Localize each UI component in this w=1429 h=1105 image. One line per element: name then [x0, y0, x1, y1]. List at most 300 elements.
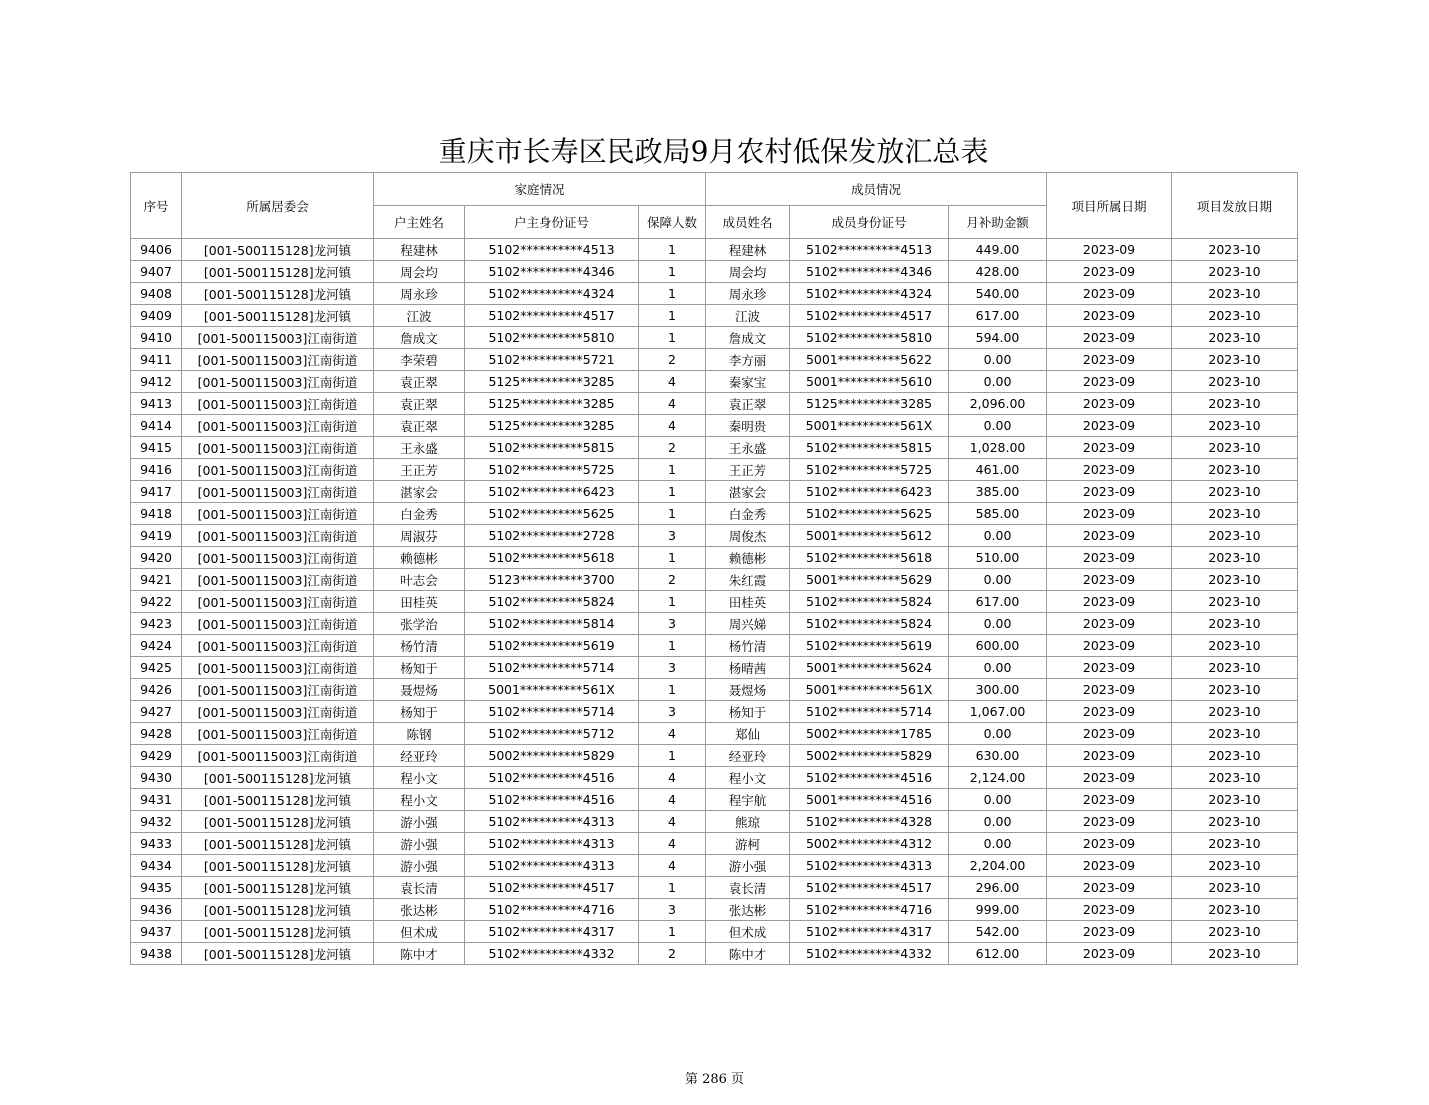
table-row	[131, 657, 1298, 679]
cell-project-date: 2023-09	[1047, 547, 1172, 569]
cell-member-id: 5001**********561X	[790, 679, 949, 701]
cell-project-date: 2023-09	[1047, 701, 1172, 723]
cell-amount: 594.00	[949, 327, 1047, 349]
cell-committee: [001-500115003]江南街道	[182, 393, 374, 415]
cell-committee: [001-500115003]江南街道	[182, 613, 374, 635]
cell-count: 2	[639, 349, 706, 371]
cell-member-id: 5102**********4324	[790, 283, 949, 305]
cell-committee: [001-500115003]江南街道	[182, 679, 374, 701]
cell-head-name: 杨竹清	[374, 635, 465, 657]
cell-committee: [001-500115128]龙河镇	[182, 877, 374, 899]
table-row	[131, 261, 1298, 283]
cell-amount: 617.00	[949, 591, 1047, 613]
cell-issue-date: 2023-10	[1172, 723, 1298, 745]
cell-issue-date: 2023-10	[1172, 569, 1298, 591]
cell-member-id: 5125**********3285	[790, 393, 949, 415]
page-number: 286	[702, 1072, 727, 1087]
cell-head-name: 程建林	[374, 239, 465, 261]
cell-count: 2	[639, 943, 706, 965]
cell-head-id: 5102**********5824	[465, 591, 639, 613]
cell-issue-date: 2023-10	[1172, 833, 1298, 855]
cell-head-name: 陈中才	[374, 943, 465, 965]
cell-project-date: 2023-09	[1047, 239, 1172, 261]
cell-committee: [001-500115003]江南街道	[182, 701, 374, 723]
cell-amount: 630.00	[949, 745, 1047, 767]
cell-project-date: 2023-09	[1047, 437, 1172, 459]
cell-head-id: 5125**********3285	[465, 393, 639, 415]
cell-member-name: 聂煜炀	[706, 679, 790, 701]
cell-committee: [001-500115003]江南街道	[182, 481, 374, 503]
cell-member-name: 田桂英	[706, 591, 790, 613]
cell-head-id: 5125**********3285	[465, 371, 639, 393]
cell-count: 3	[639, 525, 706, 547]
cell-head-name: 张学治	[374, 613, 465, 635]
header-amount: 月补助金额	[949, 206, 1047, 239]
cell-count: 4	[639, 833, 706, 855]
cell-head-name: 王正芳	[374, 459, 465, 481]
cell-issue-date: 2023-10	[1172, 877, 1298, 899]
table-row	[131, 547, 1298, 569]
cell-count: 1	[639, 503, 706, 525]
cell-amount: 0.00	[949, 811, 1047, 833]
cell-member-name: 陈中才	[706, 943, 790, 965]
cell-committee: [001-500115128]龙河镇	[182, 811, 374, 833]
cell-project-date: 2023-09	[1047, 327, 1172, 349]
cell-amount: 461.00	[949, 459, 1047, 481]
header-issue-date: 项目发放日期	[1172, 173, 1298, 239]
cell-committee: [001-500115003]江南街道	[182, 327, 374, 349]
cell-head-name: 赖德彬	[374, 547, 465, 569]
cell-issue-date: 2023-10	[1172, 261, 1298, 283]
table-row	[131, 415, 1298, 437]
cell-member-id: 5001**********5624	[790, 657, 949, 679]
table-row	[131, 833, 1298, 855]
cell-head-name: 程小文	[374, 789, 465, 811]
cell-amount: 449.00	[949, 239, 1047, 261]
cell-count: 1	[639, 877, 706, 899]
cell-project-date: 2023-09	[1047, 855, 1172, 877]
cell-head-id: 5102**********5714	[465, 701, 639, 723]
cell-amount: 600.00	[949, 635, 1047, 657]
cell-amount: 540.00	[949, 283, 1047, 305]
table-row	[131, 393, 1298, 415]
table-row	[131, 305, 1298, 327]
cell-issue-date: 2023-10	[1172, 613, 1298, 635]
cell-issue-date: 2023-10	[1172, 437, 1298, 459]
cell-head-name: 袁正翠	[374, 393, 465, 415]
cell-head-name: 游小强	[374, 855, 465, 877]
header-count: 保障人数	[639, 206, 706, 239]
cell-head-id: 5102**********4313	[465, 811, 639, 833]
cell-member-id: 5001**********5610	[790, 371, 949, 393]
cell-count: 1	[639, 305, 706, 327]
cell-issue-date: 2023-10	[1172, 525, 1298, 547]
table-row	[131, 701, 1298, 723]
cell-seq: 9410	[131, 327, 182, 349]
cell-member-name: 游柯	[706, 833, 790, 855]
cell-count: 1	[639, 591, 706, 613]
cell-member-id: 5102**********4317	[790, 921, 949, 943]
cell-head-id: 5102**********5712	[465, 723, 639, 745]
cell-seq: 9437	[131, 921, 182, 943]
cell-issue-date: 2023-10	[1172, 921, 1298, 943]
cell-head-name: 但术成	[374, 921, 465, 943]
cell-seq: 9426	[131, 679, 182, 701]
cell-issue-date: 2023-10	[1172, 415, 1298, 437]
cell-issue-date: 2023-10	[1172, 855, 1298, 877]
page-footer	[0, 1068, 1429, 1087]
cell-seq: 9434	[131, 855, 182, 877]
cell-count: 1	[639, 283, 706, 305]
header-head-name: 户主姓名	[374, 206, 465, 239]
cell-project-date: 2023-09	[1047, 635, 1172, 657]
cell-seq: 9429	[131, 745, 182, 767]
cell-seq: 9416	[131, 459, 182, 481]
cell-committee: [001-500115128]龙河镇	[182, 921, 374, 943]
cell-project-date: 2023-09	[1047, 503, 1172, 525]
cell-project-date: 2023-09	[1047, 349, 1172, 371]
cell-count: 4	[639, 723, 706, 745]
table-row	[131, 239, 1298, 261]
cell-member-id: 5102**********5824	[790, 613, 949, 635]
cell-project-date: 2023-09	[1047, 921, 1172, 943]
cell-issue-date: 2023-10	[1172, 899, 1298, 921]
cell-member-name: 白金秀	[706, 503, 790, 525]
table-row	[131, 349, 1298, 371]
cell-count: 1	[639, 547, 706, 569]
cell-member-name: 江波	[706, 305, 790, 327]
table-row	[131, 789, 1298, 811]
cell-head-id: 5125**********3285	[465, 415, 639, 437]
cell-issue-date: 2023-10	[1172, 393, 1298, 415]
cell-member-name: 杨知于	[706, 701, 790, 723]
cell-head-id: 5102**********5725	[465, 459, 639, 481]
table-row	[131, 525, 1298, 547]
cell-seq: 9430	[131, 767, 182, 789]
cell-seq: 9424	[131, 635, 182, 657]
cell-head-id: 5102**********6423	[465, 481, 639, 503]
cell-issue-date: 2023-10	[1172, 305, 1298, 327]
cell-head-name: 张达彬	[374, 899, 465, 921]
cell-committee: [001-500115003]江南街道	[182, 371, 374, 393]
cell-head-name: 白金秀	[374, 503, 465, 525]
cell-amount: 0.00	[949, 833, 1047, 855]
cell-member-name: 袁长清	[706, 877, 790, 899]
cell-head-id: 5123**********3700	[465, 569, 639, 591]
cell-member-id: 5002**********5829	[790, 745, 949, 767]
cell-count: 4	[639, 855, 706, 877]
cell-amount: 2,124.00	[949, 767, 1047, 789]
cell-head-id: 5102**********4716	[465, 899, 639, 921]
cell-seq: 9408	[131, 283, 182, 305]
cell-head-id: 5102**********4324	[465, 283, 639, 305]
cell-head-name: 周淑芬	[374, 525, 465, 547]
cell-member-id: 5102**********4716	[790, 899, 949, 921]
table-row	[131, 767, 1298, 789]
page-suffix: 页	[731, 1072, 745, 1087]
table-row	[131, 679, 1298, 701]
table-row	[131, 855, 1298, 877]
cell-member-id: 5102**********5618	[790, 547, 949, 569]
cell-head-id: 5102**********4313	[465, 855, 639, 877]
table-row	[131, 503, 1298, 525]
cell-count: 2	[639, 569, 706, 591]
cell-head-id: 5002**********5829	[465, 745, 639, 767]
cell-committee: [001-500115128]龙河镇	[182, 943, 374, 965]
cell-member-name: 秦家宝	[706, 371, 790, 393]
cell-member-name: 杨晴茜	[706, 657, 790, 679]
cell-count: 4	[639, 811, 706, 833]
cell-member-id: 5102**********5815	[790, 437, 949, 459]
header-member-group: 成员情况	[706, 173, 1047, 206]
cell-member-id: 5102**********4516	[790, 767, 949, 789]
cell-amount: 2,096.00	[949, 393, 1047, 415]
cell-project-date: 2023-09	[1047, 569, 1172, 591]
cell-seq: 9406	[131, 239, 182, 261]
cell-project-date: 2023-09	[1047, 679, 1172, 701]
cell-count: 1	[639, 261, 706, 283]
cell-amount: 0.00	[949, 371, 1047, 393]
cell-project-date: 2023-09	[1047, 745, 1172, 767]
cell-amount: 617.00	[949, 305, 1047, 327]
page-prefix: 第	[684, 1072, 698, 1087]
cell-member-name: 游小强	[706, 855, 790, 877]
cell-seq: 9422	[131, 591, 182, 613]
cell-head-id: 5102**********5618	[465, 547, 639, 569]
cell-issue-date: 2023-10	[1172, 371, 1298, 393]
cell-amount: 0.00	[949, 657, 1047, 679]
cell-head-name: 袁长清	[374, 877, 465, 899]
cell-head-name: 周会均	[374, 261, 465, 283]
cell-amount: 296.00	[949, 877, 1047, 899]
cell-member-name: 周俊杰	[706, 525, 790, 547]
cell-head-id: 5102**********4313	[465, 833, 639, 855]
table-row	[131, 613, 1298, 635]
cell-project-date: 2023-09	[1047, 657, 1172, 679]
cell-seq: 9432	[131, 811, 182, 833]
table-row	[131, 481, 1298, 503]
cell-count: 2	[639, 437, 706, 459]
cell-committee: [001-500115003]江南街道	[182, 723, 374, 745]
cell-head-id: 5102**********4346	[465, 261, 639, 283]
cell-committee: [001-500115003]江南街道	[182, 547, 374, 569]
cell-count: 4	[639, 393, 706, 415]
cell-head-name: 田桂英	[374, 591, 465, 613]
cell-seq: 9417	[131, 481, 182, 503]
cell-member-name: 王永盛	[706, 437, 790, 459]
cell-issue-date: 2023-10	[1172, 811, 1298, 833]
cell-seq: 9423	[131, 613, 182, 635]
cell-project-date: 2023-09	[1047, 811, 1172, 833]
cell-head-name: 程小文	[374, 767, 465, 789]
cell-member-id: 5102**********6423	[790, 481, 949, 503]
header-family-group: 家庭情况	[374, 173, 706, 206]
cell-amount: 0.00	[949, 569, 1047, 591]
cell-member-id: 5102**********5625	[790, 503, 949, 525]
cell-head-name: 袁正翠	[374, 415, 465, 437]
cell-committee: [001-500115003]江南街道	[182, 349, 374, 371]
cell-project-date: 2023-09	[1047, 283, 1172, 305]
cell-issue-date: 2023-10	[1172, 283, 1298, 305]
cell-amount: 510.00	[949, 547, 1047, 569]
cell-project-date: 2023-09	[1047, 415, 1172, 437]
cell-member-id: 5102**********5824	[790, 591, 949, 613]
cell-count: 1	[639, 481, 706, 503]
cell-member-id: 5102**********4332	[790, 943, 949, 965]
cell-seq: 9438	[131, 943, 182, 965]
cell-member-name: 程宇航	[706, 789, 790, 811]
cell-member-id: 5102**********5725	[790, 459, 949, 481]
cell-count: 1	[639, 679, 706, 701]
cell-head-id: 5102**********5721	[465, 349, 639, 371]
cell-committee: [001-500115128]龙河镇	[182, 899, 374, 921]
cell-head-id: 5102**********4513	[465, 239, 639, 261]
table-row	[131, 745, 1298, 767]
cell-committee: [001-500115128]龙河镇	[182, 305, 374, 327]
cell-seq: 9418	[131, 503, 182, 525]
cell-issue-date: 2023-10	[1172, 679, 1298, 701]
table-row	[131, 283, 1298, 305]
cell-count: 1	[639, 635, 706, 657]
cell-committee: [001-500115128]龙河镇	[182, 789, 374, 811]
cell-issue-date: 2023-10	[1172, 789, 1298, 811]
cell-issue-date: 2023-10	[1172, 657, 1298, 679]
cell-committee: [001-500115003]江南街道	[182, 657, 374, 679]
cell-issue-date: 2023-10	[1172, 943, 1298, 965]
cell-seq: 9435	[131, 877, 182, 899]
cell-seq: 9407	[131, 261, 182, 283]
cell-amount: 612.00	[949, 943, 1047, 965]
cell-issue-date: 2023-10	[1172, 701, 1298, 723]
cell-member-name: 郑仙	[706, 723, 790, 745]
table-row	[131, 591, 1298, 613]
cell-head-id: 5102**********5814	[465, 613, 639, 635]
cell-member-name: 湛家会	[706, 481, 790, 503]
cell-amount: 385.00	[949, 481, 1047, 503]
cell-amount: 0.00	[949, 349, 1047, 371]
cell-issue-date: 2023-10	[1172, 503, 1298, 525]
cell-amount: 1,067.00	[949, 701, 1047, 723]
cell-count: 4	[639, 767, 706, 789]
cell-issue-date: 2023-10	[1172, 239, 1298, 261]
cell-committee: [001-500115003]江南街道	[182, 503, 374, 525]
cell-member-name: 周会均	[706, 261, 790, 283]
cell-head-id: 5102**********4332	[465, 943, 639, 965]
cell-member-name: 熊琼	[706, 811, 790, 833]
cell-head-name: 陈钢	[374, 723, 465, 745]
cell-head-name: 经亚玲	[374, 745, 465, 767]
cell-amount: 0.00	[949, 789, 1047, 811]
cell-count: 1	[639, 327, 706, 349]
cell-head-name: 詹成文	[374, 327, 465, 349]
cell-member-name: 程建林	[706, 239, 790, 261]
cell-count: 3	[639, 701, 706, 723]
cell-head-id: 5102**********5714	[465, 657, 639, 679]
cell-amount: 999.00	[949, 899, 1047, 921]
cell-committee: [001-500115003]江南街道	[182, 415, 374, 437]
cell-committee: [001-500115128]龙河镇	[182, 283, 374, 305]
cell-committee: [001-500115003]江南街道	[182, 525, 374, 547]
cell-project-date: 2023-09	[1047, 261, 1172, 283]
cell-seq: 9433	[131, 833, 182, 855]
cell-head-id: 5102**********4516	[465, 789, 639, 811]
cell-issue-date: 2023-10	[1172, 327, 1298, 349]
header-head-id: 户主身份证号	[465, 206, 639, 239]
summary-table	[130, 172, 1298, 965]
table-row	[131, 921, 1298, 943]
cell-amount: 0.00	[949, 613, 1047, 635]
cell-head-name: 杨知于	[374, 657, 465, 679]
cell-amount: 2,204.00	[949, 855, 1047, 877]
cell-member-name: 袁正翠	[706, 393, 790, 415]
cell-amount: 542.00	[949, 921, 1047, 943]
table-body	[131, 239, 1298, 965]
cell-member-name: 詹成文	[706, 327, 790, 349]
cell-committee: [001-500115128]龙河镇	[182, 261, 374, 283]
cell-issue-date: 2023-10	[1172, 767, 1298, 789]
cell-seq: 9425	[131, 657, 182, 679]
cell-member-id: 5102**********4513	[790, 239, 949, 261]
cell-member-id: 5102**********4517	[790, 305, 949, 327]
cell-head-name: 杨知于	[374, 701, 465, 723]
cell-project-date: 2023-09	[1047, 371, 1172, 393]
cell-seq: 9412	[131, 371, 182, 393]
cell-seq: 9421	[131, 569, 182, 591]
cell-count: 4	[639, 415, 706, 437]
cell-amount: 300.00	[949, 679, 1047, 701]
cell-amount: 0.00	[949, 525, 1047, 547]
cell-head-id: 5102**********4516	[465, 767, 639, 789]
header-member-name: 成员姓名	[706, 206, 790, 239]
cell-amount: 428.00	[949, 261, 1047, 283]
cell-head-name: 游小强	[374, 833, 465, 855]
cell-head-id: 5102**********4517	[465, 877, 639, 899]
cell-member-id: 5102**********4328	[790, 811, 949, 833]
cell-project-date: 2023-09	[1047, 899, 1172, 921]
cell-member-name: 周兴娣	[706, 613, 790, 635]
cell-committee: [001-500115003]江南街道	[182, 569, 374, 591]
cell-member-id: 5102**********5810	[790, 327, 949, 349]
cell-head-name: 袁正翠	[374, 371, 465, 393]
cell-seq: 9414	[131, 415, 182, 437]
cell-member-name: 经亚玲	[706, 745, 790, 767]
cell-amount: 585.00	[949, 503, 1047, 525]
cell-member-id: 5102**********4313	[790, 855, 949, 877]
table-row	[131, 371, 1298, 393]
table-header	[131, 173, 1298, 239]
cell-project-date: 2023-09	[1047, 943, 1172, 965]
cell-head-name: 叶志会	[374, 569, 465, 591]
cell-seq: 9413	[131, 393, 182, 415]
cell-head-name: 聂煜炀	[374, 679, 465, 701]
cell-committee: [001-500115003]江南街道	[182, 745, 374, 767]
cell-project-date: 2023-09	[1047, 833, 1172, 855]
cell-project-date: 2023-09	[1047, 525, 1172, 547]
header-member-id: 成员身份证号	[790, 206, 949, 239]
cell-seq: 9415	[131, 437, 182, 459]
table-row	[131, 635, 1298, 657]
header-committee: 所属居委会	[182, 173, 374, 239]
cell-count: 1	[639, 459, 706, 481]
cell-issue-date: 2023-10	[1172, 459, 1298, 481]
cell-member-name: 张达彬	[706, 899, 790, 921]
cell-committee: [001-500115003]江南街道	[182, 635, 374, 657]
cell-seq: 9419	[131, 525, 182, 547]
cell-head-id: 5102**********5625	[465, 503, 639, 525]
table-row	[131, 943, 1298, 965]
cell-count: 3	[639, 899, 706, 921]
cell-project-date: 2023-09	[1047, 767, 1172, 789]
